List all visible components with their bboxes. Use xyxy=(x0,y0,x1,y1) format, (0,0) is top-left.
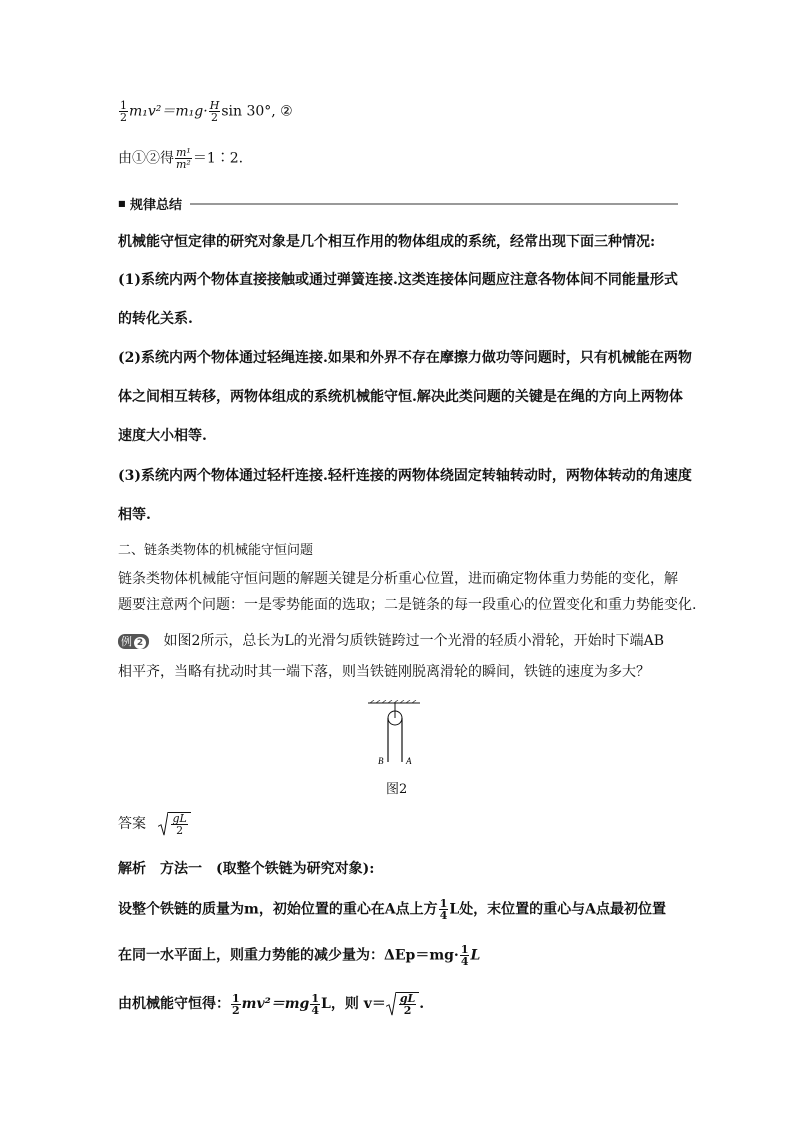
figure-caption: 图2 xyxy=(386,782,408,797)
pulley-chain-figure xyxy=(366,700,422,770)
summary-p2c: 速度大小相等. xyxy=(118,428,207,444)
fraction: $\frac{H}{2}$ xyxy=(209,99,220,124)
fraction: $\frac{1}{4}$ xyxy=(311,991,319,1017)
summary-p2b: 体之间相互转移，两物体组成的系统机械能守恒.解决此类问题的关键是在绳的方向上两物体 xyxy=(118,389,683,405)
fraction: $\frac{\text{m¹}}{\text{m²}}$ xyxy=(176,146,191,171)
summary-intro: 机械能守恒定律的研究对象是几个相互作用的物体组成的系统，经常出现下面三种情况: xyxy=(118,234,656,250)
section-header xyxy=(118,194,678,212)
ceiling-hatch xyxy=(368,700,420,703)
answer-radical: $\frac{gL}{2}$ xyxy=(158,812,190,836)
answer-line xyxy=(118,812,191,836)
radical-sign-icon xyxy=(386,992,396,1016)
result-line xyxy=(118,147,243,170)
summary-p3b: 相等. xyxy=(118,507,151,523)
analysis-line-4: 由机械能守恒得： $\frac{1}{2}$ mv²＝mg $\frac{1}{4}$ L，则 v＝ $\frac{gL}{2}$ . xyxy=(118,991,425,1017)
chain-heading: 二、链条类物体的机械能守恒问题 xyxy=(118,543,314,558)
equation-text: sin 30°, xyxy=(221,103,276,120)
fraction: $\frac{1}{2}$ xyxy=(120,99,127,124)
equation-text: m₁v²＝m₁g· xyxy=(129,103,208,120)
label-b: B xyxy=(378,756,384,766)
result-prefix: 由①②得 xyxy=(118,150,174,167)
summary-p1b: 的转化关系. xyxy=(118,311,193,327)
divider xyxy=(190,203,678,205)
fraction: $\frac{1}{4}$ xyxy=(460,943,469,968)
example-number: 2 xyxy=(134,637,146,649)
chain-paragraph-1: 链条类物体机械能守恒问题的解题关键是分析重心位置，进而确定物体重力势能的变化，解 xyxy=(118,571,678,587)
velocity-radical: $\frac{gL}{2}$ xyxy=(386,992,419,1016)
fraction: $\frac{1}{4}$ xyxy=(439,897,448,922)
equation-tag: ② xyxy=(280,103,293,120)
example-text: 如图2所示，总长为L的光滑匀质铁链跨过一个光滑的轻质小滑轮，开始时下端AB xyxy=(163,633,665,649)
analysis-line-1: 解析 方法一 (取整个铁链为研究对象): xyxy=(118,861,375,877)
section-title: 规律总结 xyxy=(130,198,183,213)
example-badge: 例 2 xyxy=(118,634,149,649)
answer-label: 答案 xyxy=(118,816,146,832)
analysis-line-3: 在同一水平面上，则重力势能的减少量为：ΔEp＝mg· $\frac{1}{4}$ L xyxy=(118,943,481,968)
summary-p2a: (2)系统内两个物体通过轻绳连接.如果和外界不存在摩擦力做功等问题时，只有机械能在两物 xyxy=(118,350,692,366)
label-a: A xyxy=(406,756,412,766)
result-suffix: ＝1∶2. xyxy=(192,150,244,167)
radical-sign-icon xyxy=(158,812,168,836)
summary-p3a: (3)系统内两个物体通过轻杆连接.轻杆连接的两物体绕固定转轴转动时，两物体转动的角速度 xyxy=(118,468,692,484)
example-line-1 xyxy=(118,632,664,650)
summary-p1a: (1)系统内两个物体直接接触或通过弹簧连接.这类连接体问题应注意各物体间不同能量形式 xyxy=(118,272,678,288)
analysis-line-2: 设整个铁链的质量为m，初始位置的重心在A点上方 $\frac{1}{4}$ L处，末位置的重心与A点最初位置 xyxy=(118,897,667,922)
example-line-2: 相平齐，当略有扰动时其一端下落，则当铁链刚脱离滑轮的瞬间，铁链的速度为多大？ xyxy=(118,664,650,680)
fraction: $\frac{1}{2}$ xyxy=(232,991,240,1017)
chain-paragraph-2: 题要注意两个问题：一是零势能面的选取；二是链条的每一段重心的位置变化和重力势能变化. xyxy=(118,597,697,613)
equation-line xyxy=(118,100,293,123)
bullet-icon: ■ xyxy=(118,199,126,208)
